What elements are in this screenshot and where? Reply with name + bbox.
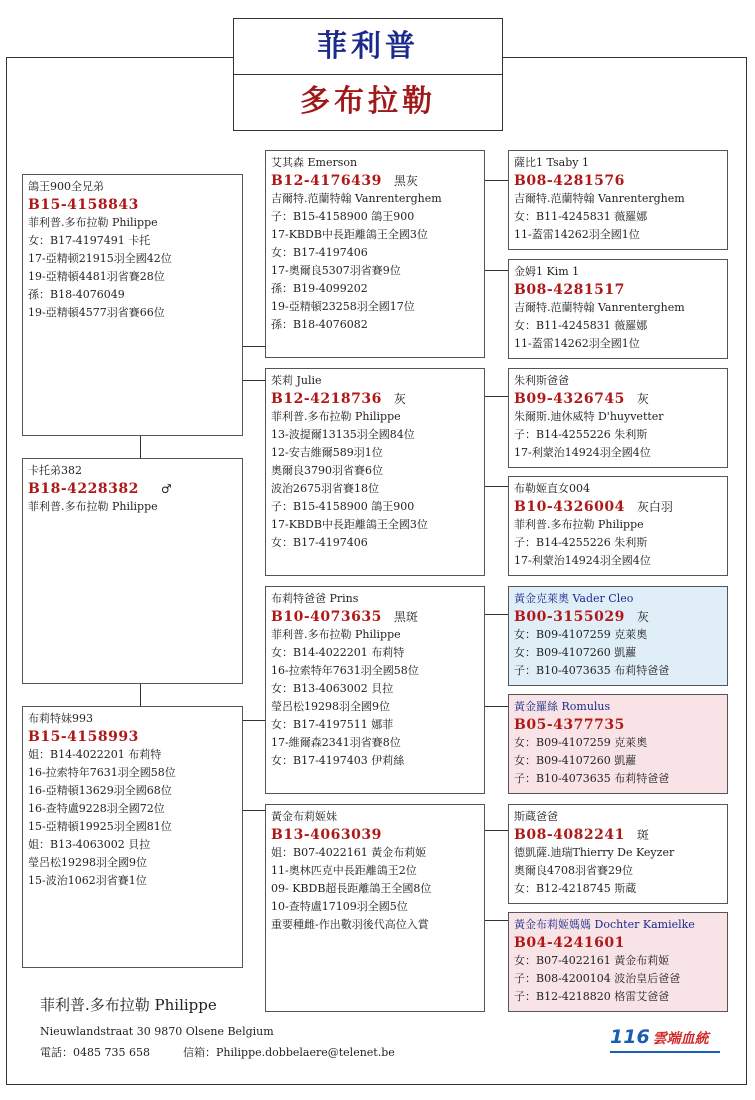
info-line: 女：B09-4107260 凱蘿: [514, 754, 637, 767]
ring-number: [514, 608, 723, 626]
info-line: 女：B17-4197403 伊莉絲: [271, 754, 405, 767]
ring-number: [514, 934, 723, 952]
info-line: 菲利普.多布拉勒 Philippe: [28, 216, 158, 229]
ring-number: [271, 390, 480, 408]
info-line: 17-亞精顿21915羽全國42位: [28, 252, 172, 265]
info-line: 15-波治1062羽省賽1位: [28, 874, 147, 887]
info-line: 朱爾斯.迪休威特 D'huyvetter: [514, 410, 664, 423]
connector-line: [243, 810, 265, 811]
bird-name: 布莉特爸爸 Prins: [271, 592, 359, 605]
bird-name: 茱莉 Julie: [271, 374, 322, 387]
info-line: 女：B11-4245831 薇羅娜: [514, 210, 648, 223]
bird-name: 布莉特妹993: [28, 712, 93, 725]
info-line: 17-利蒙治14924羽全國4位: [514, 554, 651, 567]
ring-value: B12-4218736: [271, 391, 382, 407]
info-line: 17-KBDB中長距離鴿王全國3位: [271, 228, 428, 241]
owner-header: [233, 18, 503, 75]
logo-text: 雲端血統: [652, 1031, 709, 1047]
info-line: 19-亞精頓4577羽省賽66位: [28, 306, 165, 319]
info-line: 12-安吉維爾589羽1位: [271, 446, 383, 459]
ring-value: B05-4377735: [514, 717, 625, 733]
color-label: 灰白羽: [636, 500, 673, 514]
connector-line: [485, 270, 508, 271]
color-label: 灰: [636, 392, 649, 406]
footer-email: 信箱：Philippe.dobbelaere@telenet.be: [183, 1046, 395, 1059]
info-line: 19-亞精頓23258羽全國17位: [271, 300, 415, 313]
info-line: 16-拉索特年7631羽全國58位: [28, 766, 176, 779]
info-line: 女：B11-4245831 薇羅娜: [514, 319, 648, 332]
info-line: 子：B15-4158900 鴿王900: [271, 210, 415, 223]
footer-breeder: 菲利普.多布拉勒 Philippe: [40, 996, 217, 1014]
info-line: 波治2675羽省賽18位: [271, 482, 379, 495]
color-label: 斑: [636, 828, 649, 842]
ring-number: [514, 172, 723, 190]
owner-name: 菲利普: [317, 29, 419, 64]
info-line: 女：B13-4063002 貝拉: [271, 682, 394, 695]
connector-line: [243, 720, 265, 721]
ring-value: B12-4176439: [271, 173, 382, 189]
info-line: 重要種雌-作出數羽後代高位入賞: [271, 918, 429, 931]
ddd-card: [508, 912, 728, 1012]
info-line: 子：B14-4255226 朱利斯: [514, 428, 648, 441]
info-line: 菲利普.多布拉勒 Philippe: [271, 410, 401, 423]
ring-value: B08-4281576: [514, 173, 625, 189]
dsd-card: [508, 694, 728, 794]
info-line: 菲利普.多布拉勒 Philippe: [28, 500, 158, 513]
dam-card: [22, 706, 243, 968]
color-label: 灰: [636, 610, 649, 624]
info-line: 09- KBDB超長距離鴿王全國8位: [271, 882, 432, 895]
ring-value: B08-4082241: [514, 827, 625, 843]
sex-icon: ♂: [160, 482, 172, 496]
sds-card: [508, 368, 728, 468]
subject-card: [22, 458, 243, 684]
ring-value: B04-4241601: [514, 935, 625, 951]
info-line: 女：B09-4107259 克萊奧: [514, 628, 648, 641]
connector-line: [485, 830, 508, 831]
info-line: 瑩呂松19298羽全國9位: [28, 856, 147, 869]
bird-name: 薩比1 Tsaby 1: [514, 156, 589, 169]
ring-number: [28, 480, 238, 498]
info-line: 11-蓋雷14262羽全國1位: [514, 337, 640, 350]
dam-sire-card: [265, 586, 485, 794]
connector-line: [485, 920, 508, 921]
ring-number: B15-4158993: [28, 729, 139, 745]
ring-value: B08-4281517: [514, 282, 625, 298]
sire-card: [22, 174, 243, 436]
ring-value: B10-4073635: [271, 609, 382, 625]
loft-name: 多布拉勒: [300, 84, 436, 119]
color-label: 黑斑: [393, 610, 418, 624]
info-line: 女：B17-4197511 娜菲: [271, 718, 394, 731]
footer-phone: 電話：0485 735 658: [40, 1046, 150, 1059]
info-line: 17-利蒙治14924羽全國4位: [514, 446, 651, 459]
bird-name: 艾其森 Emerson: [271, 156, 358, 169]
info-line: 11-奧林匹克中長距離鴿王2位: [271, 864, 417, 877]
ring-number: B15-4158843: [28, 197, 139, 213]
bird-name: 黃金羅絲 Romulus: [514, 700, 611, 713]
loft-header: [233, 74, 503, 131]
connector-line: [485, 396, 508, 397]
info-line: 姐：B13-4063002 貝拉: [28, 838, 151, 851]
info-line: 11-蓋雷14262羽全國1位: [514, 228, 640, 241]
info-line: 女：B17-4197406: [271, 246, 368, 259]
info-line: 19-亞精頓4481羽省賽28位: [28, 270, 165, 283]
info-line: 16-查特盧9228羽全國72位: [28, 802, 165, 815]
info-line: 吉爾特.范蘭特翰 Vanrenterghem: [514, 301, 685, 314]
color-label: 灰: [393, 392, 406, 406]
bird-name: 布勒姬直女004: [514, 482, 590, 495]
connector-line: [485, 486, 508, 487]
ring-number: [271, 172, 480, 190]
ring-value: B18-4228382: [28, 481, 139, 497]
connector-line: [485, 614, 508, 615]
sire-sire-card: [265, 150, 485, 358]
info-line: 姐：B07-4022161 黃金布莉姬: [271, 846, 427, 859]
info-line: 菲利普.多布拉勒 Philippe: [514, 518, 644, 531]
ring-number: [514, 281, 723, 299]
info-line: 16-拉索特年7631羽全國58位: [271, 664, 419, 677]
info-line: 17-維爾森2341羽省賽8位: [271, 736, 401, 749]
info-line: 吉爾特.范蘭特翰 Vanrenterghem: [514, 192, 685, 205]
connector-line: [485, 180, 508, 181]
ring-number: [271, 826, 480, 844]
info-line: 17-KBDB中長距離鴿王全國3位: [271, 518, 428, 531]
dss-card: [508, 586, 728, 686]
info-line: 13-波提爾13135羽全國84位: [271, 428, 415, 441]
info-line: 姐：B14-4022201 布莉特: [28, 748, 162, 761]
info-line: 子：B15-4158900 鴿王900: [271, 500, 415, 513]
connector-line: [140, 684, 141, 706]
bird-name: 卡托弟382: [28, 464, 82, 477]
bird-name: 鴿王900全兄弟: [28, 180, 104, 193]
info-line: 子：B14-4255226 朱利斯: [514, 536, 648, 549]
bird-name: 朱利斯爸爸: [514, 374, 569, 387]
ring-value: B09-4326745: [514, 391, 625, 407]
sdd-card: [508, 476, 728, 576]
info-line: 孫：B19-4099202: [271, 282, 368, 295]
info-line: 孫：B18-4076049: [28, 288, 125, 301]
bird-name: 金姆1 Kim 1: [514, 265, 580, 278]
info-line: 女：B09-4107260 凱蘿: [514, 646, 637, 659]
info-line: 孫：B18-4076082: [271, 318, 368, 331]
ring-number: [514, 826, 723, 844]
connector-line: [140, 436, 141, 458]
logo-number: 116: [610, 1026, 650, 1048]
info-line: 女：B17-4197406: [271, 536, 368, 549]
ring-value: B00-3155029: [514, 609, 625, 625]
info-line: 女：B14-4022201 布莉特: [271, 646, 405, 659]
ssd-card: [508, 259, 728, 359]
info-line: 10-查特盧17109羽全國5位: [271, 900, 408, 913]
bird-name: 黃金克萊奧 Vader Cleo: [514, 592, 634, 605]
logo: [610, 1026, 720, 1052]
dds-card: [508, 804, 728, 904]
info-line: 菲利普.多布拉勒 Philippe: [271, 628, 401, 641]
ring-value: B10-4326004: [514, 499, 625, 515]
connector-line: [243, 380, 265, 381]
info-line: 吉爾特.范蘭特翰 Vanrenterghem: [271, 192, 442, 205]
dam-dam-card: [265, 804, 485, 1012]
ring-number: [514, 498, 723, 516]
logo-underline: [610, 1051, 720, 1053]
bird-name: 黃金布莉姬妹: [271, 810, 337, 823]
info-line: 奧爾良3790羽省賽6位: [271, 464, 383, 477]
connector-line: [485, 706, 508, 707]
info-line: 奧爾良4708羽省賽29位: [514, 864, 633, 877]
info-line: 子：B10-4073635 布莉特爸爸: [514, 772, 670, 785]
info-line: 女：B12-4218745 斯蔵: [514, 882, 637, 895]
footer-address: Nieuwlandstraat 30 9870 Olsene Belgium: [40, 1025, 274, 1038]
info-line: 女：B09-4107259 克萊奧: [514, 736, 648, 749]
ring-number: [271, 608, 480, 626]
info-line: 瑩呂松19298羽全國9位: [271, 700, 390, 713]
color-label: 黑灰: [393, 174, 418, 188]
sire-dam-card: [265, 368, 485, 576]
info-line: 女：B17-4197491 卡托: [28, 234, 151, 247]
info-line: 子：B10-4073635 布莉特爸爸: [514, 664, 670, 677]
info-line: 16-亞精頓13629羽全國68位: [28, 784, 172, 797]
info-line: 子：B08-4200104 波治皇后爸爸: [514, 972, 681, 985]
info-line: 17-奧爾良5307羽省賽9位: [271, 264, 401, 277]
ring-value: B13-4063039: [271, 827, 382, 843]
info-line: 子：B12-4218820 格雷艾爸爸: [514, 990, 670, 1003]
sss-card: [508, 150, 728, 250]
info-line: 德凱薩.迪瑞Thierry De Keyzer: [514, 846, 675, 859]
info-line: 女：B07-4022161 黃金布莉姬: [514, 954, 670, 967]
ring-number: [514, 390, 723, 408]
connector-line: [243, 346, 265, 347]
bird-name: 斯蔵爸爸: [514, 810, 558, 823]
ring-number: [514, 716, 723, 734]
bird-name: 黃金布莉姬媽媽 Dochter Kamielke: [514, 918, 695, 931]
info-line: 15-亞精頓19925羽全國81位: [28, 820, 172, 833]
